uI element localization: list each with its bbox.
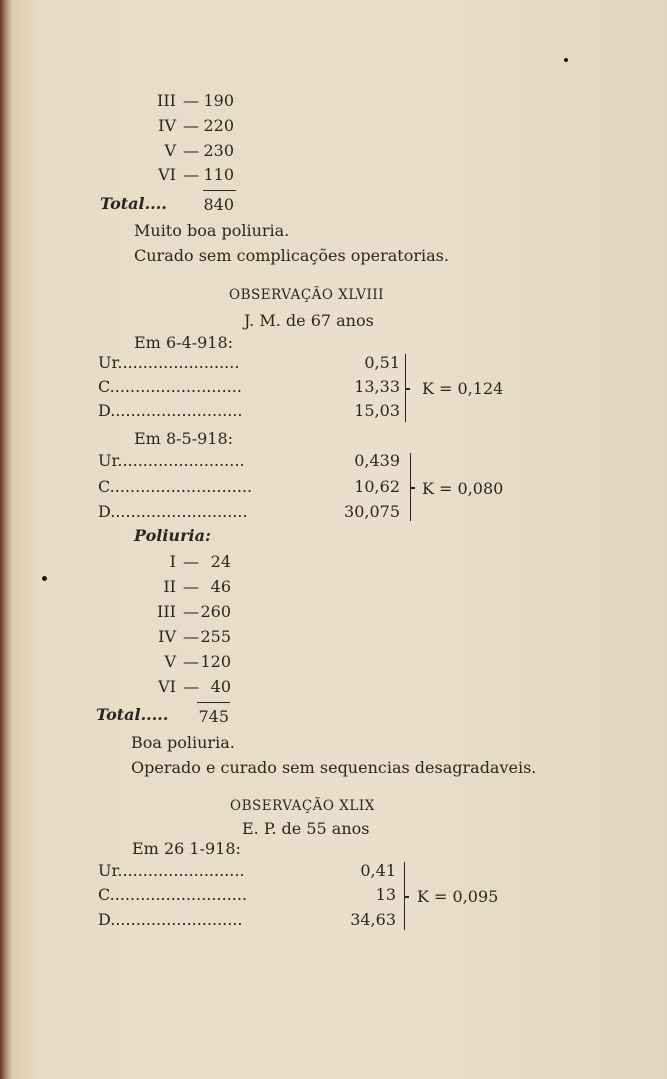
poliuria-value: 220	[203, 116, 234, 135]
brace	[398, 862, 405, 930]
poliuria-value: 46	[210, 577, 231, 596]
patient-line: E. P. de 55 anos	[242, 819, 370, 838]
total-value: 745	[198, 707, 229, 726]
row-label: D..........................	[98, 401, 243, 420]
row-label: D...........................	[98, 502, 248, 521]
poliuria-value: 40	[210, 677, 231, 696]
exam-date: Em 8-5-918:	[134, 429, 234, 448]
row-value: 13	[375, 885, 396, 904]
row-label: Ur.........................	[98, 451, 245, 470]
poliuria-label: V	[164, 652, 176, 671]
row-value: 30,075	[344, 502, 400, 521]
poliuria-label: II	[163, 577, 176, 596]
poliuria-value: 190	[203, 91, 234, 110]
poliuria-value: 255	[200, 627, 231, 646]
poliuria-value: 260	[200, 602, 231, 621]
row-value: 13,33	[354, 377, 400, 396]
observation-heading: OBSERVAÇÃO XLIX	[230, 798, 375, 814]
row-value: 0,439	[354, 451, 400, 470]
dash: —	[183, 652, 199, 671]
row-value: 0,41	[360, 861, 396, 880]
row-label: D..........................	[98, 910, 243, 929]
poliuria-value: 24	[210, 552, 231, 571]
poliuria-label: III	[157, 91, 176, 110]
dash: —	[183, 91, 199, 110]
dash: —	[183, 165, 199, 184]
poliuria-label: I	[169, 552, 176, 571]
brace	[404, 453, 411, 521]
exam-date: Em 6-4-918:	[134, 333, 234, 352]
k-value: K = 0,124	[422, 379, 504, 398]
poliuria-label: VI	[158, 677, 176, 696]
poliuria-title: Poliuria:	[134, 526, 211, 545]
row-label: C............................	[98, 477, 253, 496]
sum-rule	[197, 702, 230, 703]
note: Curado sem complicações operatorias.	[134, 246, 449, 265]
dash: —	[183, 552, 199, 571]
row-label: C..........................	[98, 377, 242, 396]
poliuria-value: 230	[203, 141, 234, 160]
ink-speck	[42, 576, 47, 581]
total-label: Total.....	[96, 705, 169, 724]
total-label: Total....	[100, 194, 167, 213]
row-label: Ur........................	[98, 353, 240, 372]
note: Boa poliuria.	[131, 733, 235, 752]
note: Operado e curado sem sequencias desagradaveis.	[131, 758, 537, 777]
poliuria-label: III	[157, 602, 176, 621]
row-value: 15,03	[354, 401, 400, 420]
dash: —	[183, 627, 199, 646]
row-value: 10,62	[354, 477, 400, 496]
poliuria-label: IV	[158, 116, 176, 135]
poliuria-value: 110	[203, 165, 234, 184]
row-label: C...........................	[98, 885, 247, 904]
total-value: 840	[203, 195, 234, 214]
note: Muito boa poliuria.	[134, 221, 290, 240]
dash: —	[183, 602, 199, 621]
row-value: 34,63	[350, 910, 396, 929]
row-label: Ur.........................	[98, 861, 245, 880]
row-value: 0,51	[364, 353, 400, 372]
poliuria-label: VI	[158, 165, 176, 184]
observation-heading: OBSERVAÇÃO XLVIII	[229, 287, 385, 303]
dash: —	[183, 141, 199, 160]
dash: —	[183, 577, 199, 596]
patient-line: J. M. de 67 anos	[244, 311, 374, 330]
k-value: K = 0,095	[417, 887, 499, 906]
k-value: K = 0,080	[422, 479, 504, 498]
sum-rule	[203, 190, 236, 191]
poliuria-label: V	[164, 141, 176, 160]
ink-speck	[564, 58, 568, 62]
poliuria-label: IV	[158, 627, 176, 646]
dash: —	[183, 116, 199, 135]
dash: —	[183, 677, 199, 696]
brace	[399, 354, 406, 422]
exam-date: Em 26 1-918:	[132, 839, 241, 858]
poliuria-value: 120	[200, 652, 231, 671]
